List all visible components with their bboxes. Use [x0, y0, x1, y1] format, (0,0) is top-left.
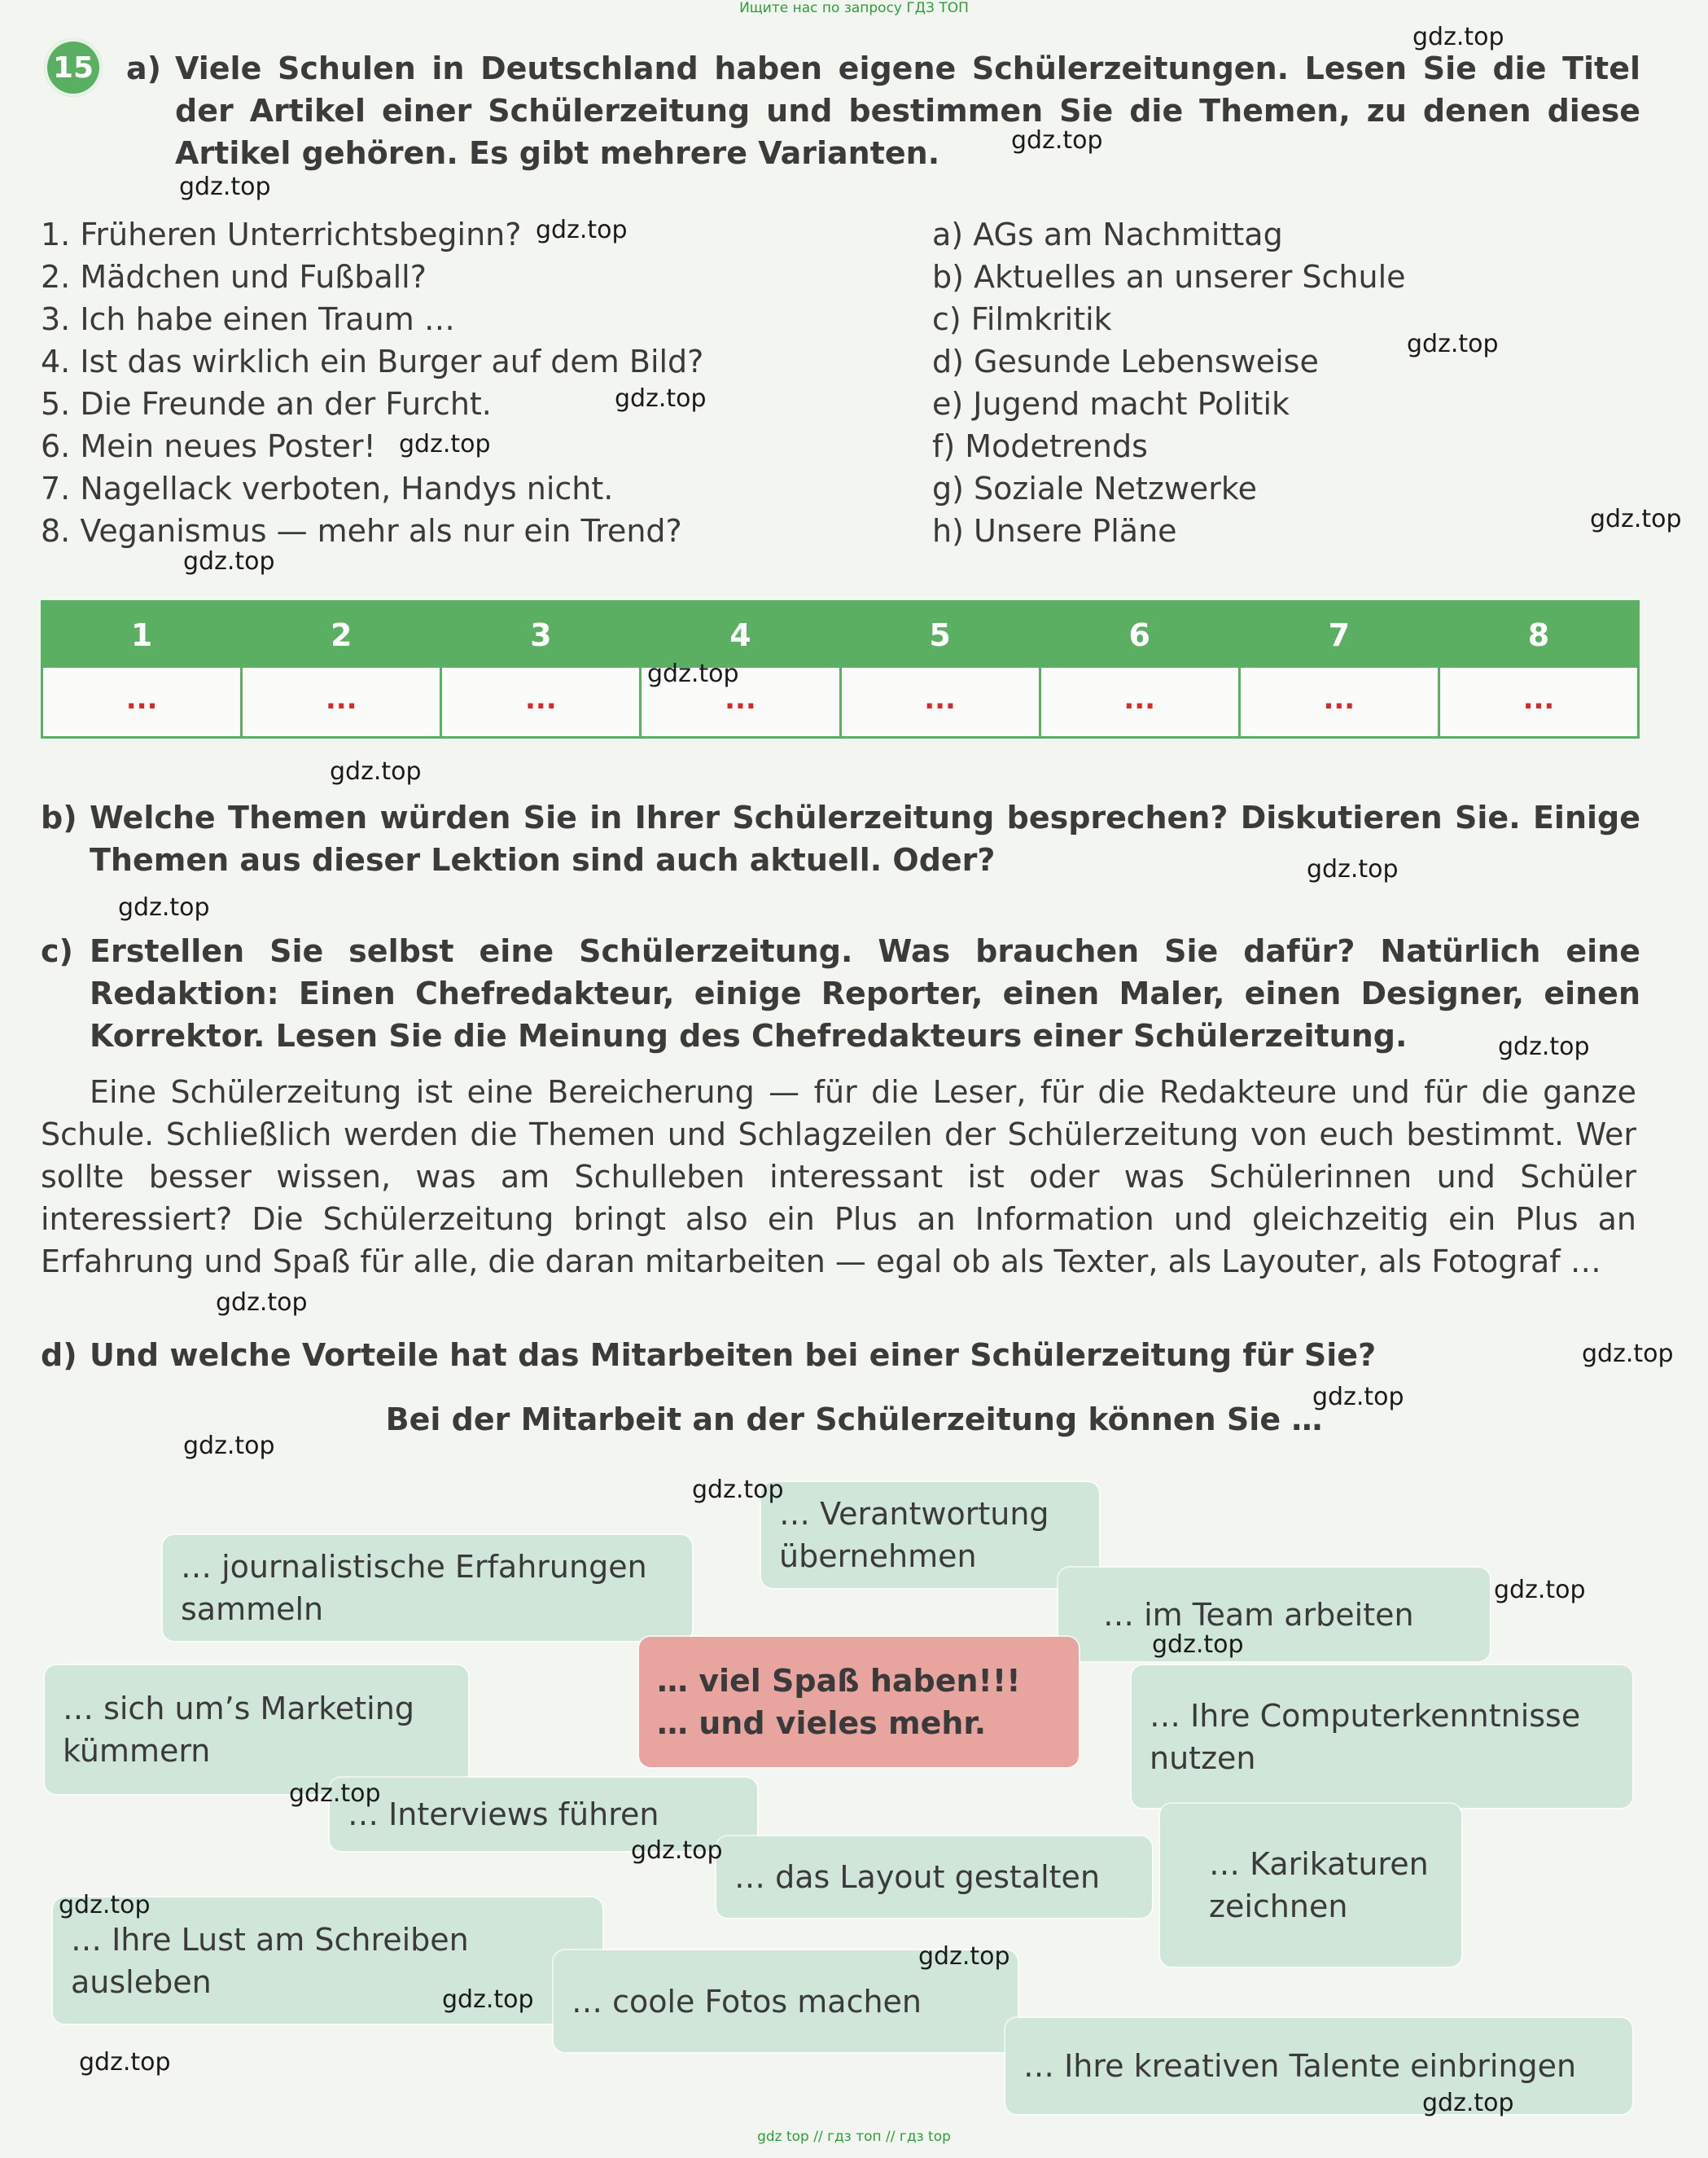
- watermark: gdz.top: [1152, 1630, 1244, 1659]
- watermark: gdz.top: [1494, 1576, 1586, 1604]
- watermark: gdz.top: [183, 547, 275, 576]
- answer-cell[interactable]: ...: [1041, 670, 1238, 736]
- bubble-layout: … das Layout gestalten: [716, 1836, 1152, 1918]
- answer-column: [442, 603, 642, 736]
- answer-cell[interactable]: ...: [243, 670, 440, 736]
- task-b: [41, 796, 1640, 881]
- bubble-interviews: … Interviews führen: [330, 1778, 757, 1851]
- topic-item: a) AGs am Nachmittag: [932, 217, 1283, 252]
- watermark: gdz.top: [330, 757, 422, 786]
- topic-item: b) Aktuelles an unserer Schule: [932, 259, 1406, 295]
- watermark: gdz.top: [536, 216, 628, 244]
- title-item: 3. Ich habe einen Traum …: [41, 301, 455, 337]
- title-item: 2. Mädchen und Fußball?: [41, 259, 427, 295]
- bubble-computer: … Ihre Computerkenntnisse nutzen: [1132, 1665, 1632, 1808]
- task-d-label: d): [41, 1337, 77, 1373]
- table-header: 7: [1241, 603, 1438, 670]
- watermark: gdz.top: [59, 1891, 151, 1919]
- task-d: [41, 1334, 1640, 1376]
- title-item: 7. Nagellack verboten, Handys nicht.: [41, 471, 614, 507]
- editor-quote: Eine Schülerzeitung ist eine Bereicherung — für die Leser, für die Redakteure und für die ganze Schule. Schließlich werden die Themen und Schlagzeilen der Schülerzeitung von euch bestimmt. Wer sollte besser wissen, was am Schulleben interessant ist oder was Schülerinnen und Schüler interessiert? Die Schülerzeitung bringt also ein Plus an Information und gleichzeitig ein Plus an Erfahrung und Spaß für alle, die daran mitarbeiten — egal ob als Texter, als Layouter, als Fotograf …: [41, 1074, 1636, 1279]
- bubble-spass: … viel Spaß haben!!! … und vieles mehr.: [639, 1637, 1079, 1767]
- bubble-fotos: … coole Fotos machen: [554, 1950, 1018, 2052]
- watermark: gdz.top: [179, 173, 271, 201]
- topic-item: c) Filmkritik: [932, 301, 1112, 337]
- bubble-karikaturen: … Karikaturen zeichnen: [1160, 1804, 1461, 1967]
- watermark: gdz.top: [1422, 2089, 1514, 2117]
- bubble-marketing: … sich um’s Marketing kümmern: [45, 1665, 468, 1794]
- watermark: gdz.top: [1011, 126, 1103, 155]
- watermark: gdz.top: [1498, 1033, 1590, 1061]
- answer-column: [243, 603, 442, 736]
- watermark: gdz.top: [118, 893, 210, 922]
- topic-item: g) Soziale Netzwerke: [932, 471, 1257, 507]
- table-header: 4: [642, 603, 839, 670]
- answer-column: [1241, 603, 1440, 736]
- watermark: gdz.top: [1407, 330, 1499, 358]
- top-note: Ищите нас по запросу ГДЗ ТОП: [739, 0, 969, 16]
- watermark: gdz.top: [1590, 505, 1682, 533]
- task-b-text: Welche Themen würden Sie in Ihrer Schülerzeitung besprechen? Diskutieren Sie. Einige Themen aus dieser Lektion sind auch aktuell. Oder?: [90, 800, 1640, 878]
- watermark: gdz.top: [442, 1985, 534, 2014]
- title-item: 8. Veganismus — mehr als nur ein Trend?: [41, 513, 682, 549]
- watermark: gdz.top: [647, 660, 739, 688]
- cloud-heading: Bei der Mitarbeit an der Schülerzeitung können Sie …: [385, 1401, 1323, 1437]
- table-header: 3: [442, 603, 639, 670]
- title-item: 1. Früheren Unterrichtsbeginn?: [41, 217, 522, 252]
- title-item: 5. Die Freunde an der Furcht.: [41, 386, 492, 422]
- answer-cell[interactable]: ...: [442, 670, 639, 736]
- task-a-label: a): [126, 50, 162, 86]
- bubble-team: … im Team arbeiten: [1058, 1568, 1490, 1661]
- task-c: [41, 930, 1640, 1057]
- topic-item: f) Modetrends: [932, 428, 1148, 464]
- answer-cell[interactable]: ...: [642, 670, 839, 736]
- watermark: gdz.top: [692, 1476, 784, 1504]
- watermark: gdz.top: [1307, 855, 1399, 884]
- watermark: gdz.top: [216, 1288, 308, 1317]
- watermark: gdz.top: [918, 1942, 1010, 1971]
- table-header: 6: [1041, 603, 1238, 670]
- task-c-text: Erstellen Sie selbst eine Schülerzeitung. Was brauchen Sie dafür? Natürlich eine Redaktion: Einen Chefredakteur, einige Reporter, einen Maler, einen Designer, einen Korrektor. Lesen Sie die Meinung des Chefredakteurs einer Schülerzeitung.: [90, 933, 1640, 1054]
- answer-column: [842, 603, 1041, 736]
- task-a: [126, 47, 1640, 174]
- watermark: gdz.top: [399, 430, 491, 458]
- answer-cell[interactable]: ...: [842, 670, 1039, 736]
- bottom-note: gdz top // гдз топ // гдз top: [757, 2129, 951, 2145]
- answer-cell[interactable]: ...: [1440, 670, 1637, 736]
- answer-column: [43, 603, 243, 736]
- table-header: 1: [43, 603, 240, 670]
- answer-cell[interactable]: ...: [43, 670, 240, 736]
- watermark: gdz.top: [289, 1779, 381, 1808]
- table-header: 2: [243, 603, 440, 670]
- bubble-verantwortung: … Verantwortung übernehmen: [761, 1482, 1099, 1588]
- topic-item: d) Gesunde Lebensweise: [932, 344, 1319, 379]
- task-c-label: c): [41, 933, 73, 969]
- answer-table: [41, 600, 1640, 739]
- watermark: gdz.top: [1412, 23, 1504, 51]
- watermark: gdz.top: [79, 2048, 171, 2077]
- table-header: 5: [842, 603, 1039, 670]
- task-d-text: Und welche Vorteile hat das Mitarbeiten bei einer Schülerzeitung für Sie?: [90, 1337, 1377, 1373]
- title-item: 6. Mein neues Poster!: [41, 428, 376, 464]
- table-header: 8: [1440, 603, 1637, 670]
- bubble-talente: … Ihre kreativen Talente einbringen: [1005, 2018, 1632, 2114]
- watermark: gdz.top: [183, 1432, 275, 1460]
- bubble-journalistisch: … journalistische Erfahrungen sammeln: [163, 1535, 692, 1641]
- task-a-text: Viele Schulen in Deutschland haben eigene Schülerzeitungen. Lesen Sie die Titel der Artikel einer Schülerzeitung und bestimmen Sie die Themen, zu denen diese Artikel gehören. Es gibt mehrere Varianten.: [175, 50, 1640, 171]
- answer-cell[interactable]: ...: [1241, 670, 1438, 736]
- watermark: gdz.top: [1312, 1383, 1404, 1411]
- topic-item: h) Unsere Pläne: [932, 513, 1177, 549]
- task-b-label: b): [41, 800, 77, 836]
- answer-column: [1041, 603, 1241, 736]
- watermark: gdz.top: [631, 1836, 723, 1865]
- topic-item: e) Jugend macht Politik: [932, 386, 1290, 422]
- exercise-number-badge: 15: [44, 38, 103, 97]
- title-item: 4. Ist das wirklich ein Burger auf dem Bild?: [41, 344, 704, 379]
- watermark: gdz.top: [615, 384, 707, 413]
- bubble-schreiben: … Ihre Lust am Schreiben ausleben: [53, 1897, 602, 2024]
- answer-column: [1440, 603, 1637, 736]
- watermark: gdz.top: [1582, 1340, 1674, 1368]
